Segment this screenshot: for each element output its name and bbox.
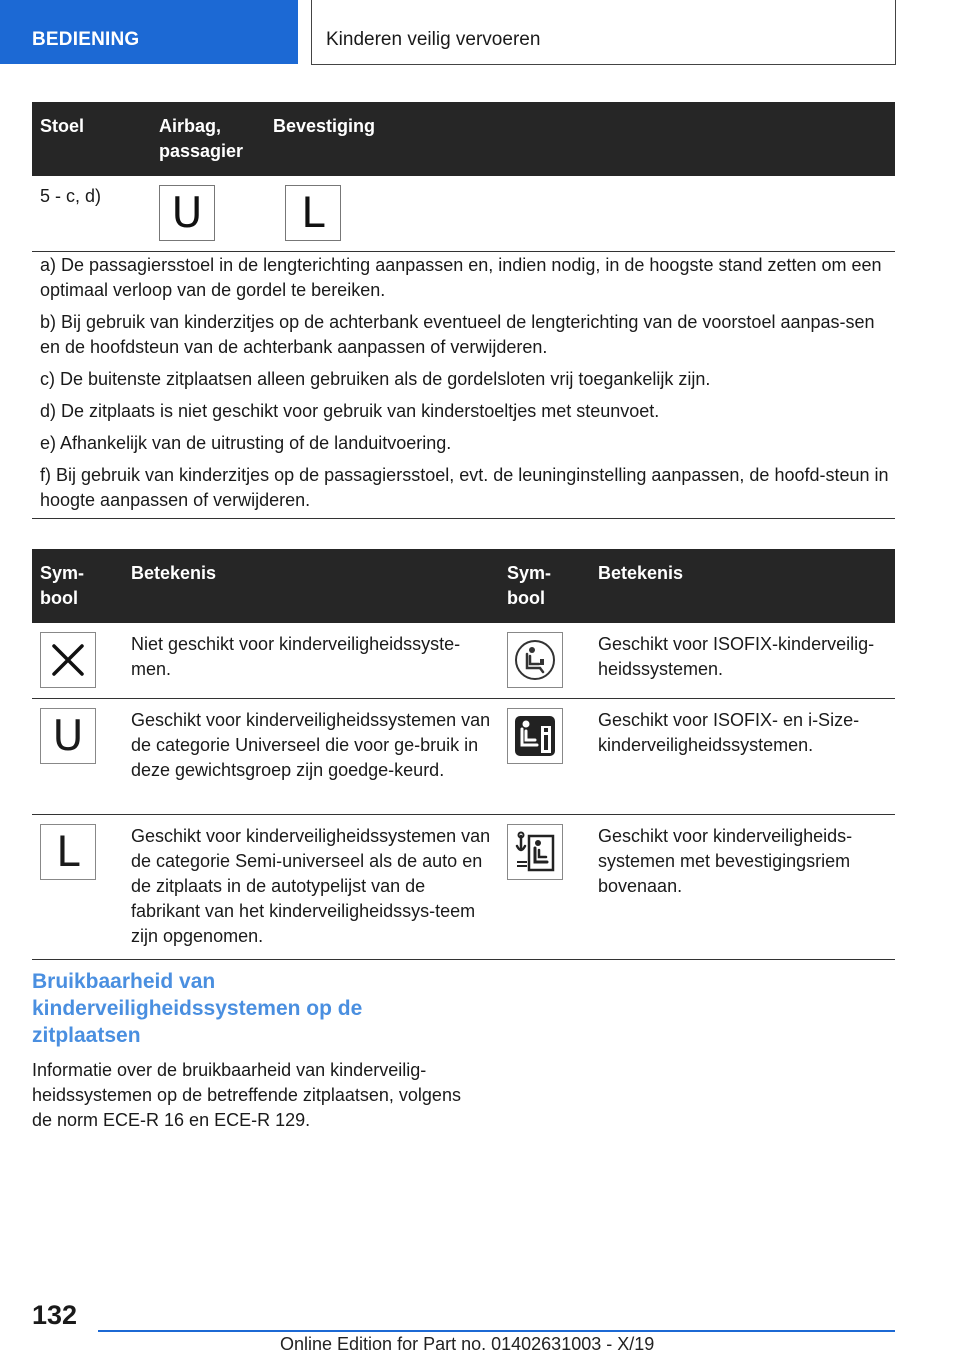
- col-header-symbool: Sym-bool: [32, 549, 123, 623]
- x-icon: [40, 632, 96, 688]
- semi-universal-symbol: L: [40, 824, 96, 880]
- table-header-row: [32, 549, 895, 623]
- table-header-row: [32, 102, 895, 176]
- symbol-cell: [151, 176, 895, 252]
- meaning-cell: Geschikt voor ISOFIX-kinderveilig-heidssystemen.: [590, 623, 895, 699]
- section-label: BEDIENING: [32, 29, 140, 50]
- semi-universal-symbol: L: [285, 185, 341, 241]
- universal-symbol: U: [159, 185, 215, 241]
- section-body: Informatie over de bruikbaarheid van kinderveilig-heidssystemen op de betreffende zitplaatsen, volgens de norm ECE-R 16 en ECE-R 129.: [32, 1060, 461, 1130]
- col-header-airbag: Airbag, passagier: [151, 102, 265, 176]
- table-row: [32, 176, 895, 252]
- meaning-cell: Geschikt voor ISOFIX- en i-Size-kinderveiligheidssystemen.: [590, 699, 895, 815]
- isofix-icon: [507, 632, 563, 688]
- meaning-cell: Geschikt voor kinderveiligheidssystemen van de categorie Universeel die voor ge-bruik in deze gewichtsgroep zijn goedge-keurd.: [123, 699, 499, 815]
- table-row: [32, 699, 895, 815]
- footer-rule: [98, 1330, 895, 1332]
- isize-icon: [507, 708, 563, 764]
- table-row: [32, 815, 895, 960]
- section-tab: [0, 0, 298, 64]
- col-header-symbool-2: Sym-bool: [499, 549, 590, 623]
- meaning-cell: Niet geschikt voor kinderveiligheidssyste-men.: [123, 623, 499, 699]
- footnote-a: a) De passagiersstoel in de lengterichting aanpassen en, indien nodig, in de hoogste stand zetten om een optimaal verloop van de gordel te bereiken.: [40, 255, 882, 300]
- col-header-betekenis: Betekenis: [123, 549, 499, 623]
- meaning-cell: Geschikt voor kinderveiligheidssystemen van de categorie Semi-universeel als de auto en de zitplaats in de autotypelijst van de fabrikant van het kinderveiligheidssys-teem zijn opgenomen.: [123, 815, 499, 960]
- footer-edition: Online Edition for Part no. 01402631003 - X/19: [280, 1334, 655, 1354]
- page-number: 132: [32, 1300, 78, 1330]
- footnote-c: c) De buitenste zitplaatsen alleen gebruiken als de gordelsloten vrij toegankelijk zijn.: [40, 369, 711, 389]
- chapter-title-box: [311, 0, 896, 65]
- divider: [32, 518, 895, 519]
- seat-cell: 5 - c, d): [32, 176, 151, 252]
- col-header-betekenis-2: Betekenis: [590, 549, 895, 623]
- footnote-b: b) Bij gebruik van kinderzitjes op de achterbank eventueel de lengterichting van de voorstoel aanpas-sen en de hoofdsteun van de achterbank aanpassen of verwijderen.: [40, 312, 875, 357]
- footnote-e: e) Afhankelijk van de uitrusting of de landuitvoering.: [40, 433, 452, 453]
- universal-symbol: U: [40, 708, 96, 764]
- footnote-d: d) De zitplaats is niet geschikt voor gebruik van kinderstoeltjes met steunvoet.: [40, 401, 660, 421]
- seat-fastening-table: [32, 102, 895, 252]
- footnote-f: f) Bij gebruik van kinderzitjes op de passagiersstoel, evt. de leuninginstelling aanpassen, de hoofd-steun in hoogte aanpassen of verwijderen.: [40, 465, 889, 510]
- meaning-cell: Geschikt voor kinderveiligheids-systemen met bevestigingsriem bovenaan.: [590, 815, 895, 960]
- symbol-legend-table: [32, 549, 895, 960]
- footnotes: [40, 253, 890, 520]
- col-header-bevestiging: Bevestiging: [265, 102, 895, 176]
- col-header-stoel: Stoel: [32, 102, 151, 176]
- chapter-title: Kinderen veilig vervoeren: [326, 29, 541, 50]
- top-tether-icon: [507, 824, 563, 880]
- section-heading: Bruikbaarheid van kinderveiligheidssystemen op de zitplaatsen: [32, 970, 363, 1047]
- table-row: [32, 623, 895, 699]
